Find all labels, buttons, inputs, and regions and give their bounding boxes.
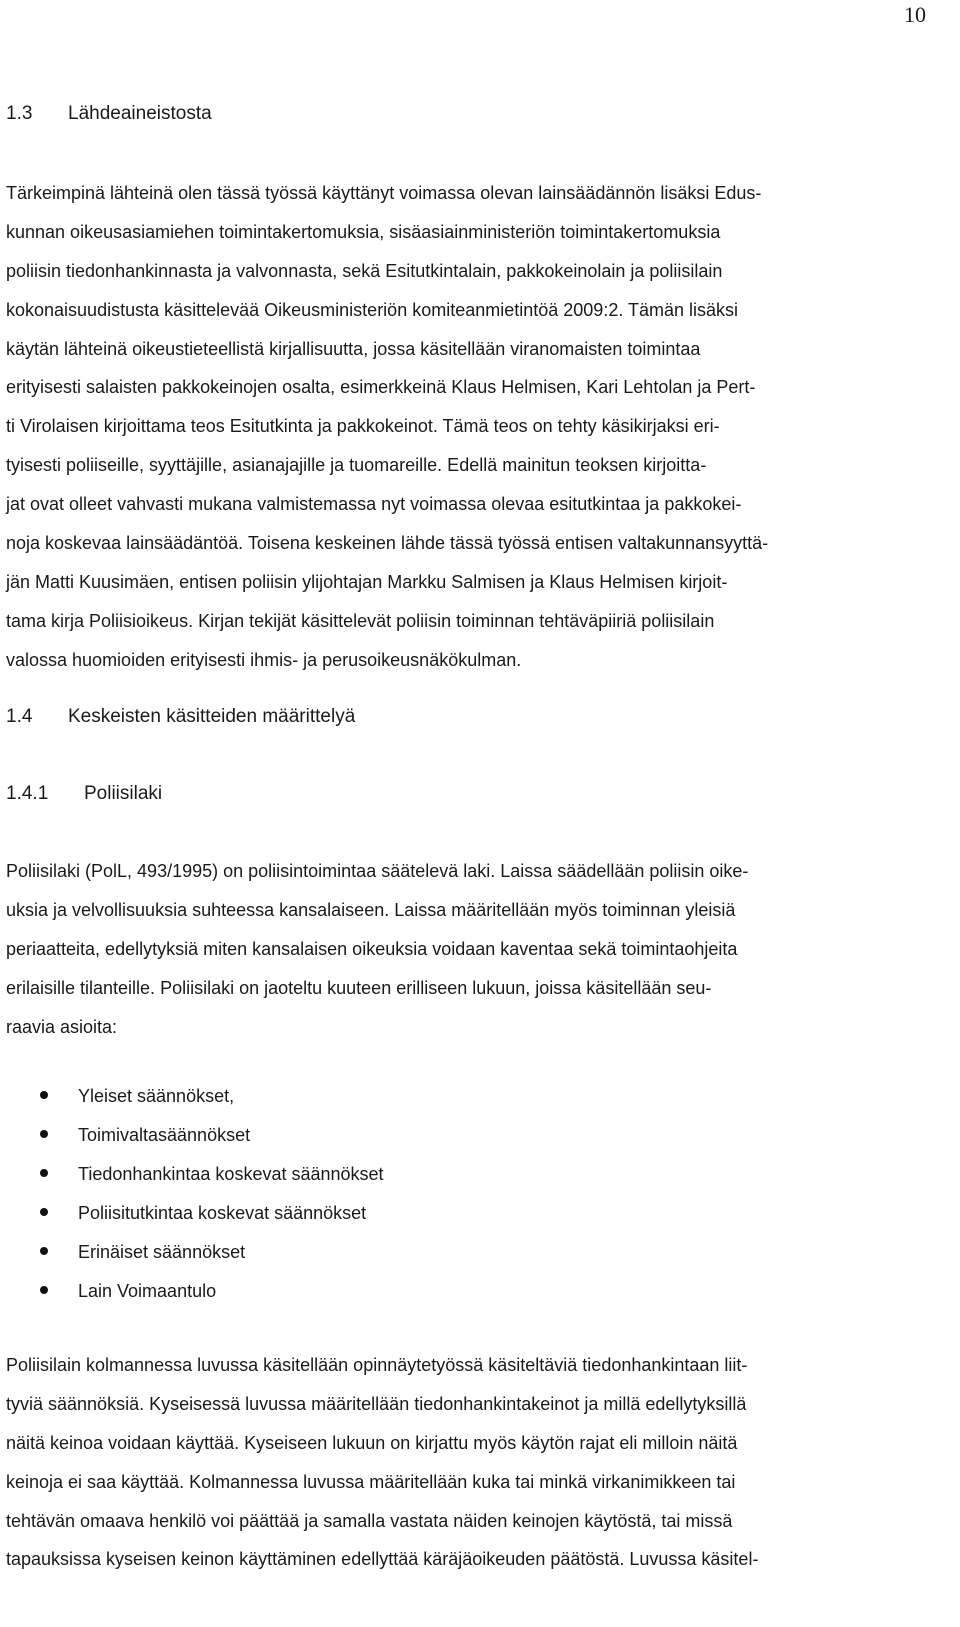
section-heading-1-4 <box>6 706 355 728</box>
text-line: näitä keinoa voidaan käyttää. Kyseiseen lukuun on kirjattu myös käytön rajat eli milloin näitä <box>6 1432 738 1453</box>
text-line: periaatteita, edellytyksiä miten kansalaisen oikeuksia voidaan kaventaa sekä toimintaohjeita <box>6 938 738 959</box>
text-line: tyisesti poliiseille, syyttäjille, asianajajille ja tuomareille. Edellä mainitun teoksen kirjoitta- <box>6 455 707 476</box>
bullet-icon <box>40 1091 48 1099</box>
list-item <box>40 1121 250 1149</box>
list-item-text: Erinäiset säännökset <box>78 1242 246 1262</box>
text-line: Tärkeimpinä lähteinä olen tässä työssä käyttänyt voimassa olevan lainsäädännön lisäksi Edus- <box>6 183 762 203</box>
text-line: raavia asioita: <box>6 1016 118 1037</box>
text-line: erilaisille tilanteille. Poliisilaki on jaoteltu kuuteen erilliseen lukuun, joissa käsitellään seu- <box>6 977 712 998</box>
text-line: kokonaisuudistusta käsittelevää Oikeusministeriön komiteanmietintöä 2009:2. Tämän lisäksi <box>6 299 739 320</box>
text-line: Poliisilaki (PolL, 493/1995) on poliisintoimintaa säätelevä laki. Laissa säädellään poliisin oike- <box>6 861 749 881</box>
list-item-text: Poliisitutkintaa koskevat säännökset <box>78 1203 367 1223</box>
text-line: valossa huomioiden erityisesti ihmis- ja perusoikeusnäkökulman. <box>6 649 522 670</box>
bullet-icon <box>40 1169 48 1177</box>
text-line: tama kirja Poliisioikeus. Kirjan tekijät käsittelevät poliisin toiminnan tehtäväpiiriä poliisilain <box>6 610 715 631</box>
section-heading-1-3 <box>6 103 212 125</box>
text-line: tehtävän omaava henkilö voi päättää ja samalla vastata näiden keinojen käytöstä, tai missä <box>6 1510 733 1531</box>
text-line: tyviä säännöksiä. Kyseisessä luvussa määritellään tiedonhankintakeinot ja millä edellytyksillä <box>6 1393 747 1414</box>
page-number: 10 <box>904 2 926 27</box>
list-item <box>40 1238 245 1266</box>
text-line: jat ovat olleet vahvasti mukana valmistemassa nyt voimassa olevaa esitutkintaa ja pakkokei- <box>6 494 742 515</box>
text-line: keinoja ei saa käyttää. Kolmannessa luvussa määritellään kuka tai minkä virkanimikkeen tai <box>6 1471 736 1492</box>
section-heading-1-4-1 <box>6 783 162 805</box>
text-line: jän Matti Kuusimäen, entisen poliisin ylijohtajan Markku Salmisen ja Klaus Helmisen kirjoit- <box>6 571 728 592</box>
list-item <box>40 1160 384 1188</box>
text-line: Poliisilain kolmannessa luvussa käsitellään opinnäytetyössä käsiteltäviä tiedonhankintaan liit- <box>6 1355 748 1375</box>
text-line: käytän lähteinä oikeustieteellistä kirjallisuutta, jossa käsitellään viranomaisten toimintaa <box>6 338 701 359</box>
list-item-text: Toimivaltasäännökset <box>78 1125 251 1145</box>
list-item <box>40 1199 366 1227</box>
text-line: uksia ja velvollisuuksia suhteessa kansalaiseen. Laissa määritellään myös toiminnan yleisiä <box>6 899 736 920</box>
text-line: kunnan oikeusasiamiehen toimintakertomuksia, sisäasiainministeriön toimintakertomuksia <box>6 221 721 242</box>
section-number: 1.4 <box>6 706 33 727</box>
list-item-text: Tiedonhankintaa koskevat säännökset <box>78 1164 384 1184</box>
list-item-text: Yleiset säännökset, <box>78 1086 235 1106</box>
text-line: noja koskevaa lainsäädäntöä. Toisena keskeinen lähde tässä työssä entisen valtakunnansyyttä- <box>6 533 769 554</box>
section-number: 1.4.1 <box>6 783 49 804</box>
list-item <box>40 1082 234 1110</box>
text-line: tapauksissa kyseisen keinon käyttäminen edellyttää käräjäoikeuden päätöstä. Luvussa käsitel- <box>6 1549 759 1570</box>
bullet-icon <box>40 1130 48 1138</box>
section-number: 1.3 <box>6 103 33 124</box>
section-title: Keskeisten käsitteiden määrittelyä <box>68 706 356 727</box>
section-title: Lähdeaineistosta <box>68 103 212 124</box>
text-line: ti Virolaisen kirjoittama teos Esitutkinta ja pakkokeinot. Tämä teos on tehty käsikirjaksi eri- <box>6 416 720 437</box>
bullet-icon <box>40 1286 48 1294</box>
list-item <box>40 1277 216 1305</box>
text-line: poliisin tiedonhankinnasta ja valvonnasta, sekä Esitutkintalain, pakkokeinolain ja poliisilain <box>6 260 723 281</box>
text-line: erityisesti salaisten pakkokeinojen osalta, esimerkkeinä Klaus Helmisen, Kari Lehtolan ja Pert- <box>6 377 756 398</box>
bullet-icon <box>40 1247 48 1255</box>
paragraph-sources <box>6 174 768 680</box>
bullet-icon <box>40 1208 48 1216</box>
section-title: Poliisilaki <box>84 783 163 804</box>
list-item-text: Lain Voimaantulo <box>78 1281 217 1301</box>
paragraph-chapter-three <box>6 1346 758 1579</box>
paragraph-police-act <box>6 852 748 1046</box>
